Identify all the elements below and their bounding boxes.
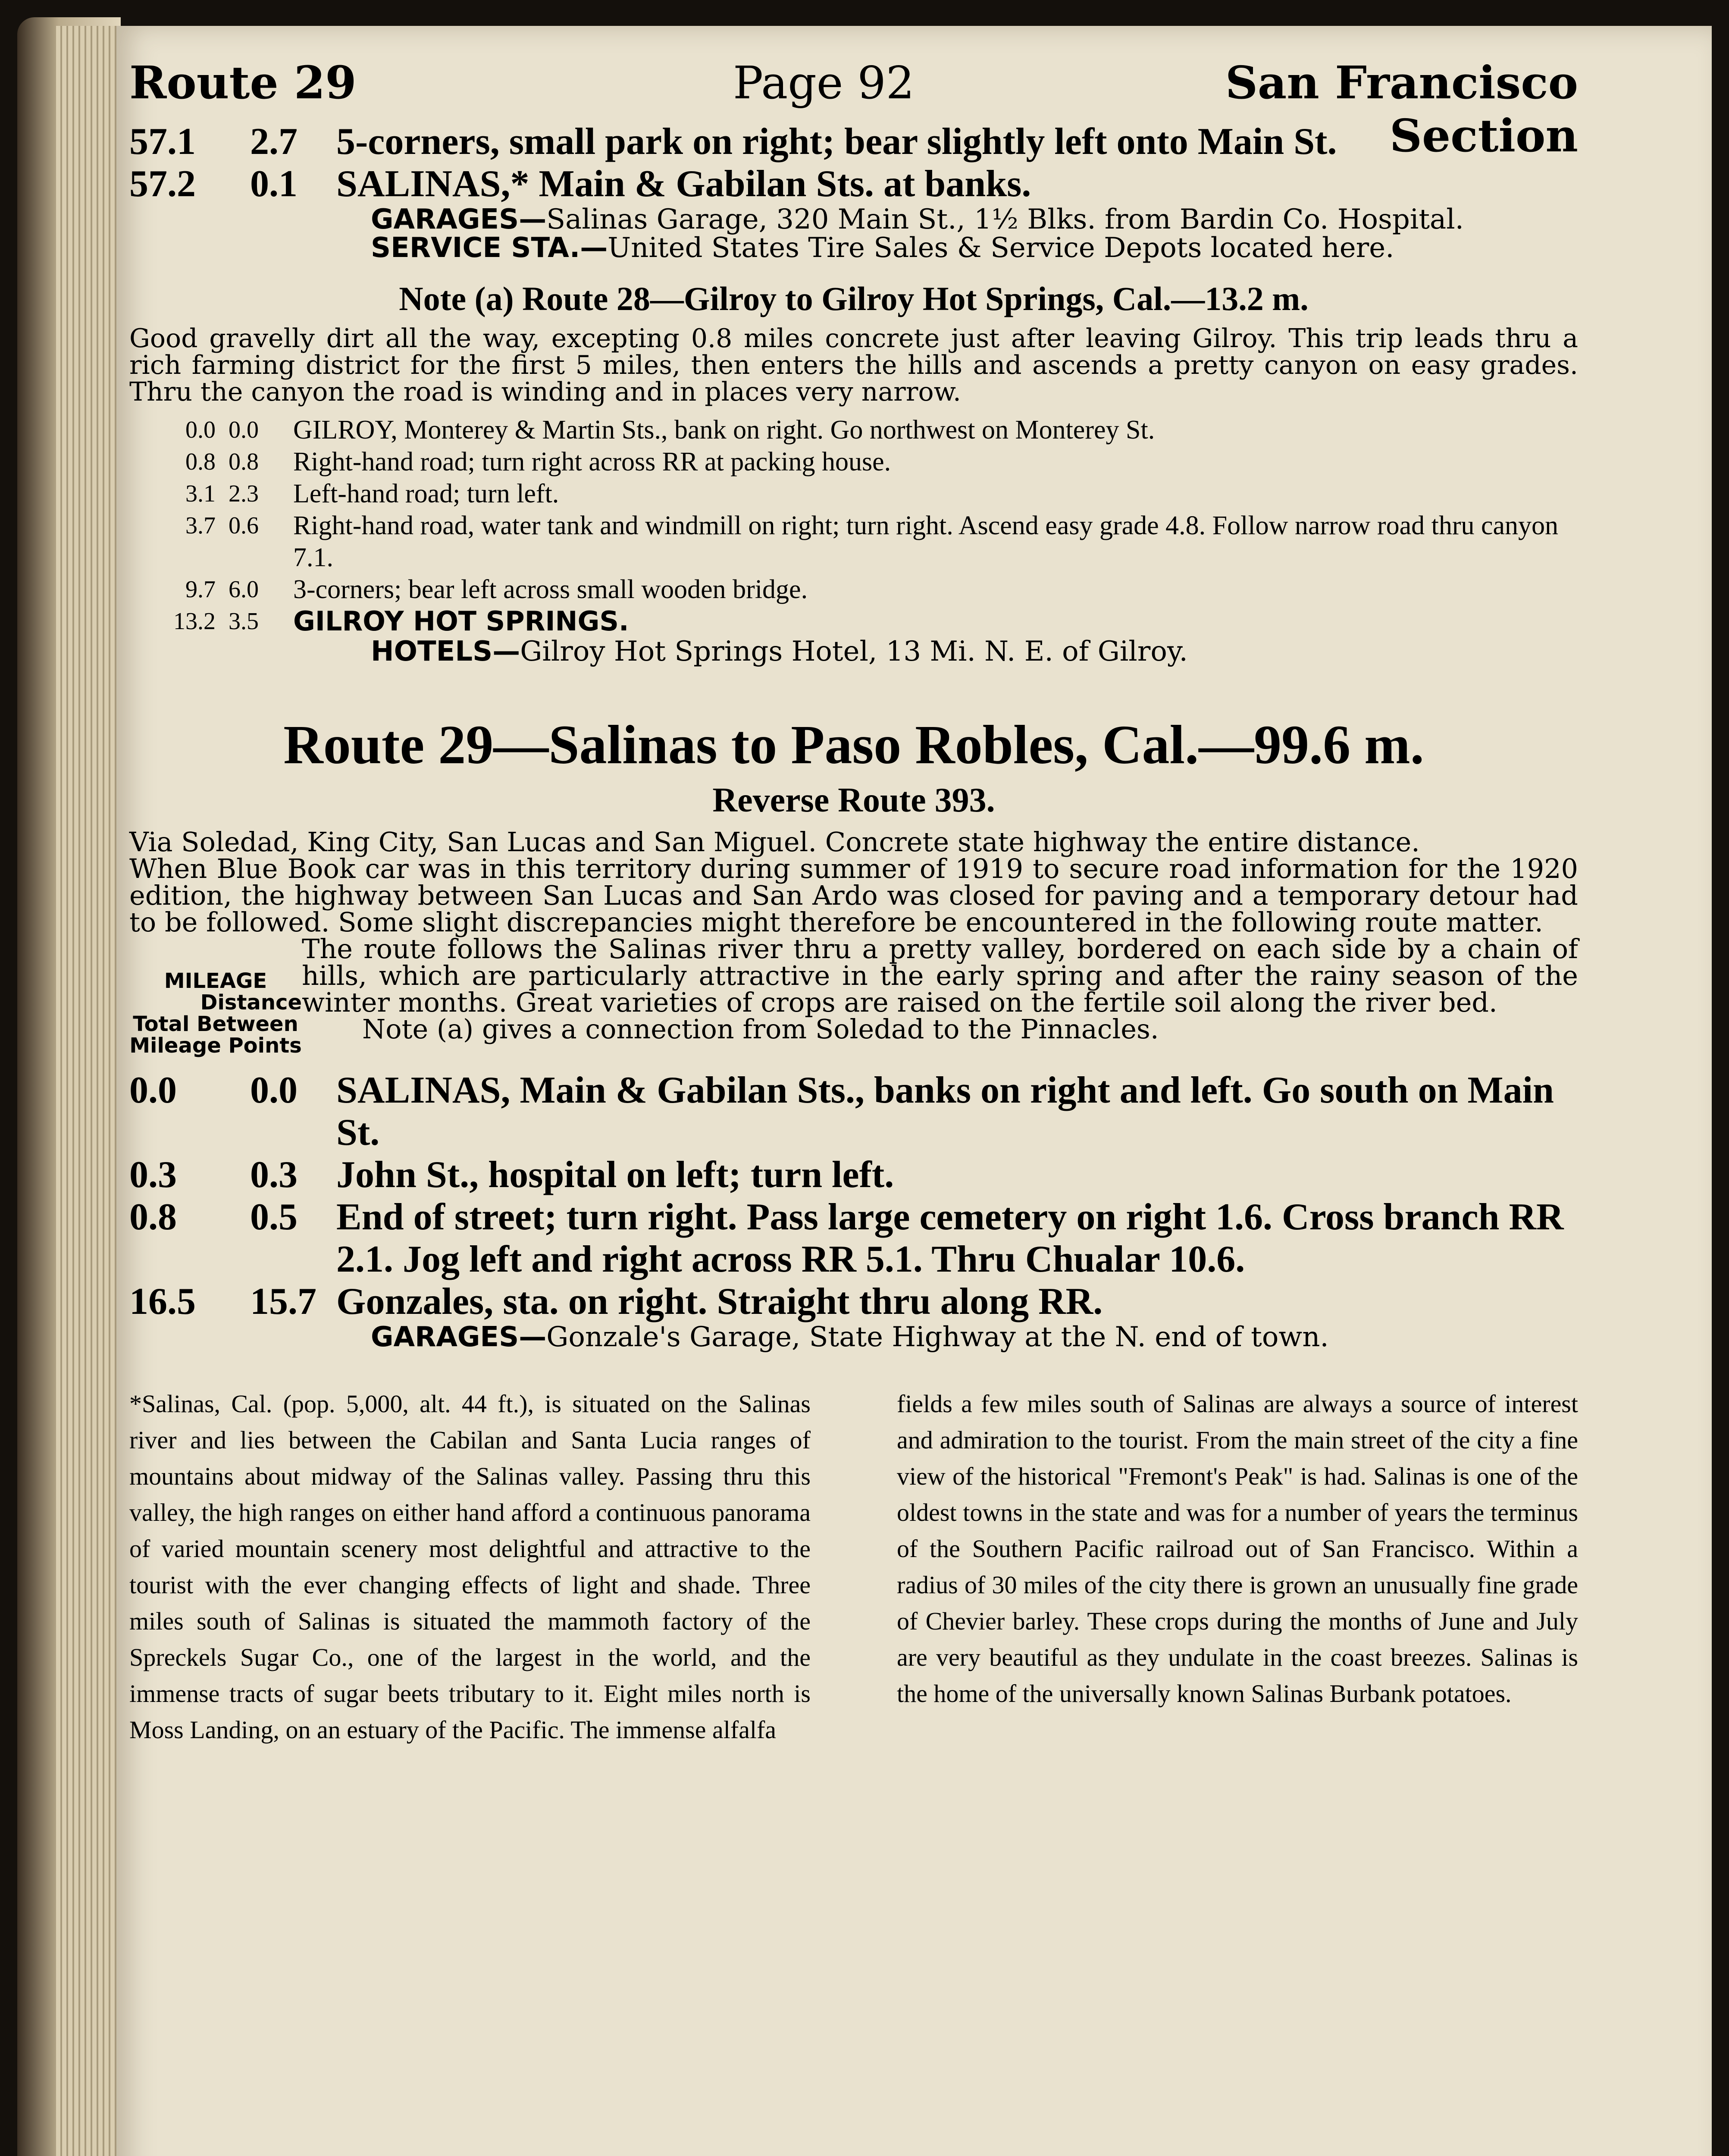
- direction-text: End of street; turn right. Pass large cemetery on right 1.6. Cross branch RR 2.1. Jog left and right across RR 5.1. Thru Chualar 10.6.: [336, 1196, 1564, 1280]
- garages-label: GARAGES—: [371, 1321, 547, 1353]
- note-row: [129, 478, 1578, 510]
- garages-text: Gonzale's Garage, State Highway at the N. end of town.: [546, 1321, 1329, 1353]
- route-intro-4: Note (a) gives a connection from Soledad to the Pinnacles.: [362, 1013, 1159, 1045]
- salinas-garages: [129, 205, 1578, 234]
- salinas-service: [129, 234, 1578, 262]
- total-mileage: 0.3: [129, 1154, 177, 1196]
- gonzales-garages: [129, 1323, 1578, 1351]
- note-distance: 0.0: [229, 417, 259, 443]
- garages-text: Salinas Garage, 320 Main St., 1½ Blks. from Bardin Co. Hospital.: [546, 204, 1464, 235]
- description-right-column: fields a few miles south of Salinas are always a source of interest and admiration to the tourist. From the main street of the city a fine view of the historical "Fremont's Peak" is had. Salinas is one of the oldest towns in the state and was for a number of years the terminus of the Southern Pacific railroad out of San Francisco. Within a radius of 30 miles of the city there is grown an unusually fine grade of Chevier barley. These crops during the months of June and July are very beautiful as they undulate in the coast breezes. Salinas is the home of the universally known Salinas Burbank potatoes.: [897, 1390, 1578, 1708]
- header-page: Page 92: [733, 56, 915, 109]
- total-mileage: 57.1: [129, 121, 196, 163]
- mileage-total-label: Total Between Mileage Points: [129, 1012, 302, 1058]
- salinas-description: [129, 1386, 1578, 1748]
- reverse-route: Reverse Route 393.: [712, 781, 995, 819]
- note-row: [129, 573, 1578, 605]
- route-row: [129, 121, 1578, 163]
- mileage-distance-label: Distance: [200, 990, 302, 1015]
- distance: 0.0: [250, 1069, 298, 1111]
- note-distance: 6.0: [229, 576, 259, 603]
- distance: 0.5: [250, 1196, 298, 1238]
- distance: 0.3: [250, 1154, 298, 1196]
- note-a-title: Note (a) Route 28—Gilroy to Gilroy Hot Springs, Cal.—13.2 m.: [399, 280, 1309, 317]
- direction-text: SALINAS, Main & Gabilan Sts., banks on right and left. Go south on Main St.: [336, 1069, 1554, 1153]
- note-distance: 3.5: [229, 608, 259, 635]
- total-mileage: 0.0: [129, 1069, 177, 1111]
- note-total: 9.7: [185, 576, 216, 603]
- note-total: 13.2: [173, 608, 216, 635]
- note-total: 3.7: [185, 512, 216, 539]
- route-row: [129, 1069, 1578, 1154]
- note-row: [129, 510, 1578, 573]
- page-content: [129, 56, 1578, 1748]
- service-label: SERVICE STA.—: [371, 232, 608, 264]
- header-route: Route 29: [129, 56, 357, 109]
- route-row: [129, 1154, 1578, 1196]
- hotels-text: Gilroy Hot Springs Hotel, 13 Mi. N. E. of Gilroy.: [520, 636, 1188, 667]
- mileage-title: MILEAGE: [164, 969, 267, 993]
- note-text: Left-hand road; turn left.: [293, 479, 559, 508]
- intro-with-mileage: [129, 933, 1578, 1058]
- page-stack: [56, 26, 125, 2156]
- mileage-key: [129, 970, 302, 1056]
- route-intro-3: The route follows the Salinas river thru a pretty valley, bordered on each side by a chain of hills, which are particularly attractive in the early spring and after the rainy season of the winter months. Great varieties of crops are raised on the fertile soil along the river bed.: [302, 933, 1578, 1018]
- route-intro-2: When Blue Book car was in this territory during summer of 1919 to secure road information for the 1920 edition, the highway between San Lucas and San Ardo was closed for paving and a temporary detour had to be followed. Some slight discrepancies might therefore be encountered in the following route matter.: [129, 853, 1578, 938]
- service-text: United States Tire Sales & Service Depots located here.: [608, 232, 1394, 264]
- note-total: 0.8: [185, 448, 216, 475]
- note-total: 3.1: [185, 480, 216, 507]
- note-text: Right-hand road; turn right across RR at packing house.: [293, 447, 891, 476]
- route-directions: [129, 1069, 1578, 1351]
- description-left-column: *Salinas, Cal. (pop. 5,000, alt. 44 ft.), is situated on the Salinas river and lies between the Cabilan and Santa Lucia ranges of mountains about midway of the Salinas valley. Passing thru this valley, the high ranges on either hand afford a continuous panorama of varied mountain scenery most delightful and attractive to the tourist with the ever changing effects of light and shade. Three miles south of Salinas is situated the mammoth factory of the Spreckels Sugar Co., one of the largest in the world, and the immense tracts of sugar beets tributary to it. Eight miles north is Moss Landing, on an estuary of the Pacific. The immense alfalfa: [129, 1390, 811, 1744]
- route-title: Route 29—Salinas to Paso Robles, Cal.—99.6 m.: [283, 714, 1424, 775]
- note-a-rows: [129, 414, 1578, 666]
- note-total: 0.0: [185, 417, 216, 443]
- note-text: GILROY HOT SPRINGS.: [293, 605, 629, 637]
- note-distance: 2.3: [229, 480, 259, 507]
- total-mileage: 16.5: [129, 1281, 196, 1322]
- note-hotels: [129, 637, 1578, 666]
- note-row: [129, 446, 1578, 478]
- hotels-label: HOTELS—: [371, 636, 520, 667]
- note-row: [129, 414, 1578, 446]
- total-mileage: 57.2: [129, 163, 196, 205]
- route-row: [129, 1196, 1578, 1281]
- note-distance: 0.8: [229, 448, 259, 475]
- distance: 0.1: [250, 163, 298, 205]
- note-row: [129, 605, 1578, 637]
- header-section: San Francisco Section: [1225, 56, 1578, 162]
- direction-text: SALINAS,* Main & Gabilan Sts. at banks.: [336, 163, 1031, 205]
- route-intro-1: Via Soledad, King City, San Lucas and San Miguel. Concrete state highway the entire distance.: [129, 826, 1420, 858]
- direction-text: 5-corners, small park on right; bear slightly left onto Main St.: [336, 121, 1337, 163]
- note-text: 3-corners; bear left across small wooden bridge.: [293, 575, 808, 604]
- route-row: [129, 1281, 1578, 1323]
- note-a-intro: Good gravelly dirt all the way, excepting 0.8 miles concrete just after leaving Gilroy. This trip leads thru a rich farming district for the first 5 miles, then enters the hills and ascends a pretty canyon on easy grades. Thru the canyon the road is winding and in places very narrow.: [129, 323, 1578, 407]
- direction-text: Gonzales, sta. on right. Straight thru along RR.: [336, 1281, 1103, 1322]
- note-distance: 0.6: [229, 512, 259, 539]
- note-text: GILROY, Monterey & Martin Sts., bank on right. Go northwest on Monterey St.: [293, 415, 1155, 445]
- total-mileage: 0.8: [129, 1196, 177, 1238]
- direction-text: John St., hospital on left; turn left.: [336, 1154, 894, 1196]
- garages-label: GARAGES—: [371, 204, 547, 235]
- route-row: [129, 163, 1578, 205]
- distance: 2.7: [250, 121, 298, 163]
- note-text: Right-hand road, water tank and windmill on right; turn right. Ascend easy grade 4.8. Follow narrow road thru canyon 7.1.: [293, 511, 1559, 572]
- distance: 15.7: [250, 1281, 316, 1322]
